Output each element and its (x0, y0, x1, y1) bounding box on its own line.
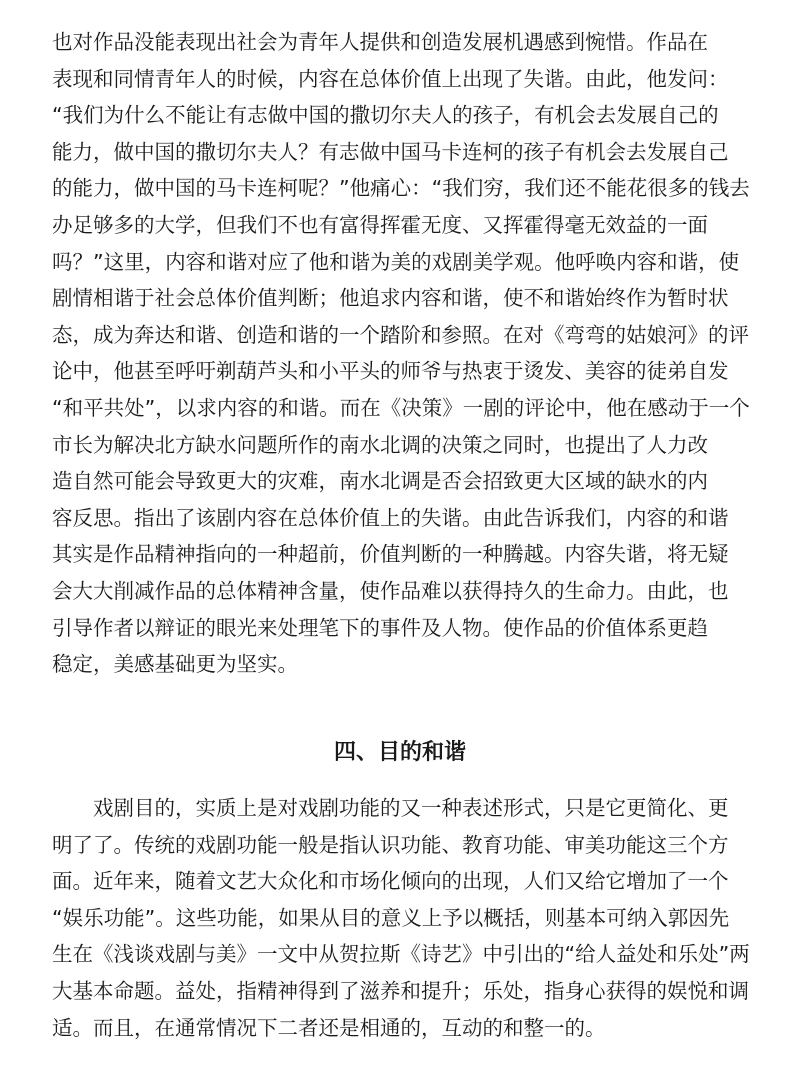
text-line: 态，成为奔达和谐、创造和谐的一个踏阶和参照。在对《弯弯的姑娘河》的评 (52, 322, 749, 347)
text-line: 论中，他甚至呼吁剃葫芦头和小平头的师爷与热衷于烫发、美容的徒弟自发 (52, 359, 729, 384)
text-line: 明了了。传统的戏剧功能一般是指认识功能、教育功能、审美功能这三个方 (52, 832, 729, 857)
text-line: 生在《浅谈戏剧与美》一文中从贺拉斯《诗艺》中引出的“给人益处和乐处”两 (52, 942, 750, 967)
section-heading: 四、目的和谐 (333, 740, 466, 765)
text-line: 引导作者以辩证的眼光来处理笔下的事件及人物。使作品的价值体系更趋 (52, 615, 708, 640)
text-line: 表现和同情青年人的时候，内容在总体价值上出现了失谐。由此，他发问： (52, 66, 729, 91)
text-line: 的能力，做中国的马卡连柯呢？”他痛心：“我们穷，我们还不能花很多的钱去 (52, 176, 750, 201)
text-line: 造自然可能会导致更大的灾难，南水北调是否会招致更大区域的缺水的内 (52, 469, 708, 494)
paragraph-continued (52, 24, 772, 683)
text-line: 其实是作品精神指向的一种超前，价值判断的一种腾越。内容失谐，将无疑 (52, 542, 729, 567)
text-line: 大基本命题。益处，指精神得到了滋养和提升；乐处，指身心获得的娱悦和调 (52, 978, 749, 1003)
text-line: 面。近年来，随着文艺大众化和市场化倾向的出现，人们又给它增加了一个 (52, 869, 729, 894)
text-line: 办足够多的大学，但我们不也有富得挥霍无度、又挥霍得毫无效益的一面 (52, 212, 708, 237)
text-line: 容反思。指出了该剧内容在总体价值上的失谐。由此告诉我们，内容的和谐 (52, 505, 729, 530)
text-line: 戏剧目的，实质上是对戏剧功能的又一种表述形式，只是它更简化、更 (93, 796, 729, 820)
text-line: “我们为什么不能让有志做中国的撒切尔夫人的孩子，有机会去发展自己的 (52, 103, 719, 128)
text-line: 适。而且，在通常情况下二者还是相通的，互动的和整一的。 (52, 1015, 606, 1040)
text-line: 剧情相谐于社会总体价值判断；他追求内容和谐，使不和谐始终作为暂时状 (52, 286, 729, 311)
paragraph-section-four (52, 790, 772, 1046)
text-line: 能力，做中国的撒切尔夫人？有志做中国马卡连柯的孩子有机会去发展自己 (52, 139, 729, 164)
text-line: 吗？”这里，内容和谐对应了他和谐为美的戏剧美学观。他呼唤内容和谐，使 (52, 249, 740, 274)
text-line: “和平共处”，以求内容的和谐。而在《决策》一剧的评论中，他在感动于一个 (52, 395, 750, 420)
text-line: 会大大削减作品的总体精神含量，使作品难以获得持久的生命力。由此，也 (52, 578, 729, 603)
text-line: “娱乐功能”。这些功能，如果从目的意义上予以概括，则基本可纳入郭因先 (52, 905, 730, 930)
text-line: 稳定，美感基础更为坚实。 (52, 652, 298, 677)
text-line: 市长为解决北方缺水问题所作的南水北调的决策之同时，也提出了人力改 (52, 432, 708, 457)
text-line: 也对作品没能表现出社会为青年人提供和创造发展机遇感到惋惜。作品在 (52, 30, 708, 54)
